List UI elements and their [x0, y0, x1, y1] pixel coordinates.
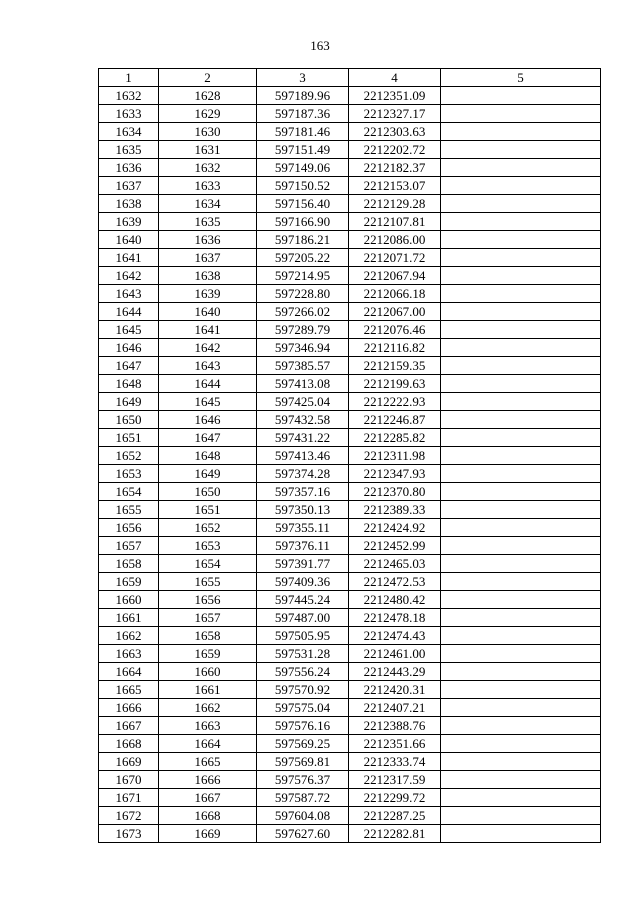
point-number-cell: 1669 — [99, 753, 159, 771]
table-row — [99, 159, 601, 177]
x-coordinate-cell: 597556.24 — [257, 663, 349, 681]
x-coordinate-cell: 597385.57 — [257, 357, 349, 375]
x-coordinate-cell: 597604.08 — [257, 807, 349, 825]
table-row — [99, 141, 601, 159]
table-row — [99, 87, 601, 105]
reference-number-cell: 1651 — [159, 501, 257, 519]
table-row — [99, 591, 601, 609]
x-coordinate-cell: 597569.81 — [257, 753, 349, 771]
note-cell — [441, 789, 601, 807]
y-coordinate-cell: 2212287.25 — [349, 807, 441, 825]
table-row — [99, 465, 601, 483]
point-number-cell: 1650 — [99, 411, 159, 429]
table-row — [99, 303, 601, 321]
y-coordinate-cell: 2212465.03 — [349, 555, 441, 573]
point-number-cell: 1633 — [99, 105, 159, 123]
table-row — [99, 699, 601, 717]
point-number-cell: 1660 — [99, 591, 159, 609]
table-row — [99, 231, 601, 249]
note-cell — [441, 231, 601, 249]
table-row — [99, 717, 601, 735]
x-coordinate-cell: 597166.90 — [257, 213, 349, 231]
note-cell — [441, 573, 601, 591]
reference-number-cell: 1667 — [159, 789, 257, 807]
coordinates-table — [98, 68, 601, 843]
reference-number-cell: 1649 — [159, 465, 257, 483]
y-coordinate-cell: 2212407.21 — [349, 699, 441, 717]
x-coordinate-cell: 597587.72 — [257, 789, 349, 807]
table-row — [99, 123, 601, 141]
x-coordinate-cell: 597156.40 — [257, 195, 349, 213]
y-coordinate-cell: 2212222.93 — [349, 393, 441, 411]
y-coordinate-cell: 2212370.80 — [349, 483, 441, 501]
point-number-cell: 1657 — [99, 537, 159, 555]
table-row — [99, 357, 601, 375]
reference-number-cell: 1661 — [159, 681, 257, 699]
y-coordinate-cell: 2212317.59 — [349, 771, 441, 789]
reference-number-cell: 1660 — [159, 663, 257, 681]
note-cell — [441, 411, 601, 429]
point-number-cell: 1647 — [99, 357, 159, 375]
table-row — [99, 249, 601, 267]
table-row — [99, 789, 601, 807]
reference-number-cell: 1631 — [159, 141, 257, 159]
table-row — [99, 735, 601, 753]
x-coordinate-cell: 597575.04 — [257, 699, 349, 717]
table-body — [99, 87, 601, 843]
point-number-cell: 1644 — [99, 303, 159, 321]
y-coordinate-cell: 2212246.87 — [349, 411, 441, 429]
y-coordinate-cell: 2212347.93 — [349, 465, 441, 483]
table-row — [99, 267, 601, 285]
reference-number-cell: 1645 — [159, 393, 257, 411]
table-row — [99, 375, 601, 393]
reference-number-cell: 1652 — [159, 519, 257, 537]
table-header-row — [99, 69, 601, 87]
point-number-cell: 1661 — [99, 609, 159, 627]
reference-number-cell: 1658 — [159, 627, 257, 645]
x-coordinate-cell: 597355.11 — [257, 519, 349, 537]
table-row — [99, 483, 601, 501]
column-header-1: 1 — [99, 69, 159, 87]
point-number-cell: 1638 — [99, 195, 159, 213]
y-coordinate-cell: 2212202.72 — [349, 141, 441, 159]
note-cell — [441, 807, 601, 825]
point-number-cell: 1668 — [99, 735, 159, 753]
y-coordinate-cell: 2212129.28 — [349, 195, 441, 213]
point-number-cell: 1652 — [99, 447, 159, 465]
table-row — [99, 681, 601, 699]
reference-number-cell: 1659 — [159, 645, 257, 663]
note-cell — [441, 375, 601, 393]
y-coordinate-cell: 2212351.66 — [349, 735, 441, 753]
table-row — [99, 285, 601, 303]
note-cell — [441, 429, 601, 447]
reference-number-cell: 1654 — [159, 555, 257, 573]
table-row — [99, 213, 601, 231]
point-number-cell: 1641 — [99, 249, 159, 267]
table-row — [99, 537, 601, 555]
point-number-cell: 1637 — [99, 177, 159, 195]
reference-number-cell: 1653 — [159, 537, 257, 555]
x-coordinate-cell: 597413.08 — [257, 375, 349, 393]
table-row — [99, 573, 601, 591]
note-cell — [441, 357, 601, 375]
point-number-cell: 1648 — [99, 375, 159, 393]
x-coordinate-cell: 597505.95 — [257, 627, 349, 645]
x-coordinate-cell: 597570.92 — [257, 681, 349, 699]
note-cell — [441, 627, 601, 645]
y-coordinate-cell: 2212351.09 — [349, 87, 441, 105]
note-cell — [441, 393, 601, 411]
note-cell — [441, 87, 601, 105]
reference-number-cell: 1666 — [159, 771, 257, 789]
point-number-cell: 1642 — [99, 267, 159, 285]
y-coordinate-cell: 2212333.74 — [349, 753, 441, 771]
note-cell — [441, 555, 601, 573]
reference-number-cell: 1637 — [159, 249, 257, 267]
y-coordinate-cell: 2212282.81 — [349, 825, 441, 843]
reference-number-cell: 1655 — [159, 573, 257, 591]
table-row — [99, 429, 601, 447]
reference-number-cell: 1639 — [159, 285, 257, 303]
reference-number-cell: 1650 — [159, 483, 257, 501]
table-row — [99, 645, 601, 663]
y-coordinate-cell: 2212199.63 — [349, 375, 441, 393]
x-coordinate-cell: 597374.28 — [257, 465, 349, 483]
note-cell — [441, 267, 601, 285]
x-coordinate-cell: 597431.22 — [257, 429, 349, 447]
y-coordinate-cell: 2212116.82 — [349, 339, 441, 357]
note-cell — [441, 609, 601, 627]
point-number-cell: 1664 — [99, 663, 159, 681]
y-coordinate-cell: 2212388.76 — [349, 717, 441, 735]
x-coordinate-cell: 597391.77 — [257, 555, 349, 573]
y-coordinate-cell: 2212066.18 — [349, 285, 441, 303]
note-cell — [441, 177, 601, 195]
reference-number-cell: 1634 — [159, 195, 257, 213]
y-coordinate-cell: 2212474.43 — [349, 627, 441, 645]
reference-number-cell: 1668 — [159, 807, 257, 825]
x-coordinate-cell: 597357.16 — [257, 483, 349, 501]
point-number-cell: 1634 — [99, 123, 159, 141]
note-cell — [441, 303, 601, 321]
point-number-cell: 1636 — [99, 159, 159, 177]
table-row — [99, 663, 601, 681]
note-cell — [441, 123, 601, 141]
y-coordinate-cell: 2212153.07 — [349, 177, 441, 195]
x-coordinate-cell: 597576.37 — [257, 771, 349, 789]
y-coordinate-cell: 2212076.46 — [349, 321, 441, 339]
reference-number-cell: 1630 — [159, 123, 257, 141]
y-coordinate-cell: 2212067.00 — [349, 303, 441, 321]
y-coordinate-cell: 2212424.92 — [349, 519, 441, 537]
x-coordinate-cell: 597186.21 — [257, 231, 349, 249]
x-coordinate-cell: 597376.11 — [257, 537, 349, 555]
reference-number-cell: 1647 — [159, 429, 257, 447]
note-cell — [441, 735, 601, 753]
table-row — [99, 195, 601, 213]
table-row — [99, 393, 601, 411]
table-row — [99, 411, 601, 429]
point-number-cell: 1662 — [99, 627, 159, 645]
point-number-cell: 1666 — [99, 699, 159, 717]
note-cell — [441, 537, 601, 555]
note-cell — [441, 465, 601, 483]
x-coordinate-cell: 597425.04 — [257, 393, 349, 411]
point-number-cell: 1651 — [99, 429, 159, 447]
reference-number-cell: 1669 — [159, 825, 257, 843]
reference-number-cell: 1646 — [159, 411, 257, 429]
point-number-cell: 1673 — [99, 825, 159, 843]
table-row — [99, 501, 601, 519]
note-cell — [441, 321, 601, 339]
point-number-cell: 1645 — [99, 321, 159, 339]
reference-number-cell: 1629 — [159, 105, 257, 123]
table-row — [99, 321, 601, 339]
point-number-cell: 1671 — [99, 789, 159, 807]
note-cell — [441, 699, 601, 717]
note-cell — [441, 681, 601, 699]
y-coordinate-cell: 2212461.00 — [349, 645, 441, 663]
point-number-cell: 1646 — [99, 339, 159, 357]
x-coordinate-cell: 597150.52 — [257, 177, 349, 195]
reference-number-cell: 1644 — [159, 375, 257, 393]
note-cell — [441, 159, 601, 177]
point-number-cell: 1635 — [99, 141, 159, 159]
note-cell — [441, 483, 601, 501]
reference-number-cell: 1632 — [159, 159, 257, 177]
reference-number-cell: 1636 — [159, 231, 257, 249]
y-coordinate-cell: 2212071.72 — [349, 249, 441, 267]
y-coordinate-cell: 2212389.33 — [349, 501, 441, 519]
point-number-cell: 1655 — [99, 501, 159, 519]
table-row — [99, 753, 601, 771]
reference-number-cell: 1643 — [159, 357, 257, 375]
point-number-cell: 1639 — [99, 213, 159, 231]
y-coordinate-cell: 2212327.17 — [349, 105, 441, 123]
note-cell — [441, 771, 601, 789]
table-row — [99, 609, 601, 627]
point-number-cell: 1667 — [99, 717, 159, 735]
note-cell — [441, 195, 601, 213]
x-coordinate-cell: 597189.96 — [257, 87, 349, 105]
reference-number-cell: 1663 — [159, 717, 257, 735]
column-header-2: 2 — [159, 69, 257, 87]
reference-number-cell: 1638 — [159, 267, 257, 285]
point-number-cell: 1672 — [99, 807, 159, 825]
table-row — [99, 771, 601, 789]
table-row — [99, 105, 601, 123]
x-coordinate-cell: 597149.06 — [257, 159, 349, 177]
note-cell — [441, 105, 601, 123]
table-row — [99, 825, 601, 843]
y-coordinate-cell: 2212159.35 — [349, 357, 441, 375]
x-coordinate-cell: 597181.46 — [257, 123, 349, 141]
point-number-cell: 1665 — [99, 681, 159, 699]
point-number-cell: 1643 — [99, 285, 159, 303]
y-coordinate-cell: 2212452.99 — [349, 537, 441, 555]
reference-number-cell: 1642 — [159, 339, 257, 357]
x-coordinate-cell: 597205.22 — [257, 249, 349, 267]
point-number-cell: 1656 — [99, 519, 159, 537]
reference-number-cell: 1641 — [159, 321, 257, 339]
x-coordinate-cell: 597266.02 — [257, 303, 349, 321]
point-number-cell: 1670 — [99, 771, 159, 789]
column-header-4: 4 — [349, 69, 441, 87]
note-cell — [441, 213, 601, 231]
y-coordinate-cell: 2212478.18 — [349, 609, 441, 627]
y-coordinate-cell: 2212067.94 — [349, 267, 441, 285]
note-cell — [441, 663, 601, 681]
x-coordinate-cell: 597569.25 — [257, 735, 349, 753]
point-number-cell: 1654 — [99, 483, 159, 501]
y-coordinate-cell: 2212107.81 — [349, 213, 441, 231]
table-row — [99, 807, 601, 825]
y-coordinate-cell: 2212086.00 — [349, 231, 441, 249]
reference-number-cell: 1633 — [159, 177, 257, 195]
reference-number-cell: 1664 — [159, 735, 257, 753]
reference-number-cell: 1635 — [159, 213, 257, 231]
point-number-cell: 1649 — [99, 393, 159, 411]
page-number: 163 — [310, 38, 330, 53]
point-number-cell: 1640 — [99, 231, 159, 249]
note-cell — [441, 717, 601, 735]
reference-number-cell: 1656 — [159, 591, 257, 609]
note-cell — [441, 249, 601, 267]
table-row — [99, 447, 601, 465]
note-cell — [441, 645, 601, 663]
reference-number-cell: 1648 — [159, 447, 257, 465]
point-number-cell: 1663 — [99, 645, 159, 663]
point-number-cell: 1659 — [99, 573, 159, 591]
x-coordinate-cell: 597576.16 — [257, 717, 349, 735]
x-coordinate-cell: 597350.13 — [257, 501, 349, 519]
y-coordinate-cell: 2212480.42 — [349, 591, 441, 609]
x-coordinate-cell: 597627.60 — [257, 825, 349, 843]
reference-number-cell: 1628 — [159, 87, 257, 105]
note-cell — [441, 519, 601, 537]
x-coordinate-cell: 597445.24 — [257, 591, 349, 609]
note-cell — [441, 339, 601, 357]
column-header-3: 3 — [257, 69, 349, 87]
y-coordinate-cell: 2212182.37 — [349, 159, 441, 177]
reference-number-cell: 1640 — [159, 303, 257, 321]
column-header-5: 5 — [441, 69, 601, 87]
x-coordinate-cell: 597228.80 — [257, 285, 349, 303]
point-number-cell: 1632 — [99, 87, 159, 105]
x-coordinate-cell: 597487.00 — [257, 609, 349, 627]
note-cell — [441, 825, 601, 843]
y-coordinate-cell: 2212285.82 — [349, 429, 441, 447]
table-row — [99, 627, 601, 645]
reference-number-cell: 1657 — [159, 609, 257, 627]
x-coordinate-cell: 597413.46 — [257, 447, 349, 465]
x-coordinate-cell: 597289.79 — [257, 321, 349, 339]
y-coordinate-cell: 2212472.53 — [349, 573, 441, 591]
note-cell — [441, 447, 601, 465]
point-number-cell: 1658 — [99, 555, 159, 573]
x-coordinate-cell: 597432.58 — [257, 411, 349, 429]
y-coordinate-cell: 2212303.63 — [349, 123, 441, 141]
y-coordinate-cell: 2212311.98 — [349, 447, 441, 465]
table-row — [99, 177, 601, 195]
point-number-cell: 1653 — [99, 465, 159, 483]
reference-number-cell: 1665 — [159, 753, 257, 771]
x-coordinate-cell: 597346.94 — [257, 339, 349, 357]
x-coordinate-cell: 597531.28 — [257, 645, 349, 663]
y-coordinate-cell: 2212299.72 — [349, 789, 441, 807]
note-cell — [441, 285, 601, 303]
table-row — [99, 555, 601, 573]
y-coordinate-cell: 2212420.31 — [349, 681, 441, 699]
table-row — [99, 519, 601, 537]
x-coordinate-cell: 597214.95 — [257, 267, 349, 285]
note-cell — [441, 501, 601, 519]
x-coordinate-cell: 597187.36 — [257, 105, 349, 123]
note-cell — [441, 753, 601, 771]
note-cell — [441, 141, 601, 159]
reference-number-cell: 1662 — [159, 699, 257, 717]
table-row — [99, 339, 601, 357]
note-cell — [441, 591, 601, 609]
y-coordinate-cell: 2212443.29 — [349, 663, 441, 681]
x-coordinate-cell: 597409.36 — [257, 573, 349, 591]
x-coordinate-cell: 597151.49 — [257, 141, 349, 159]
